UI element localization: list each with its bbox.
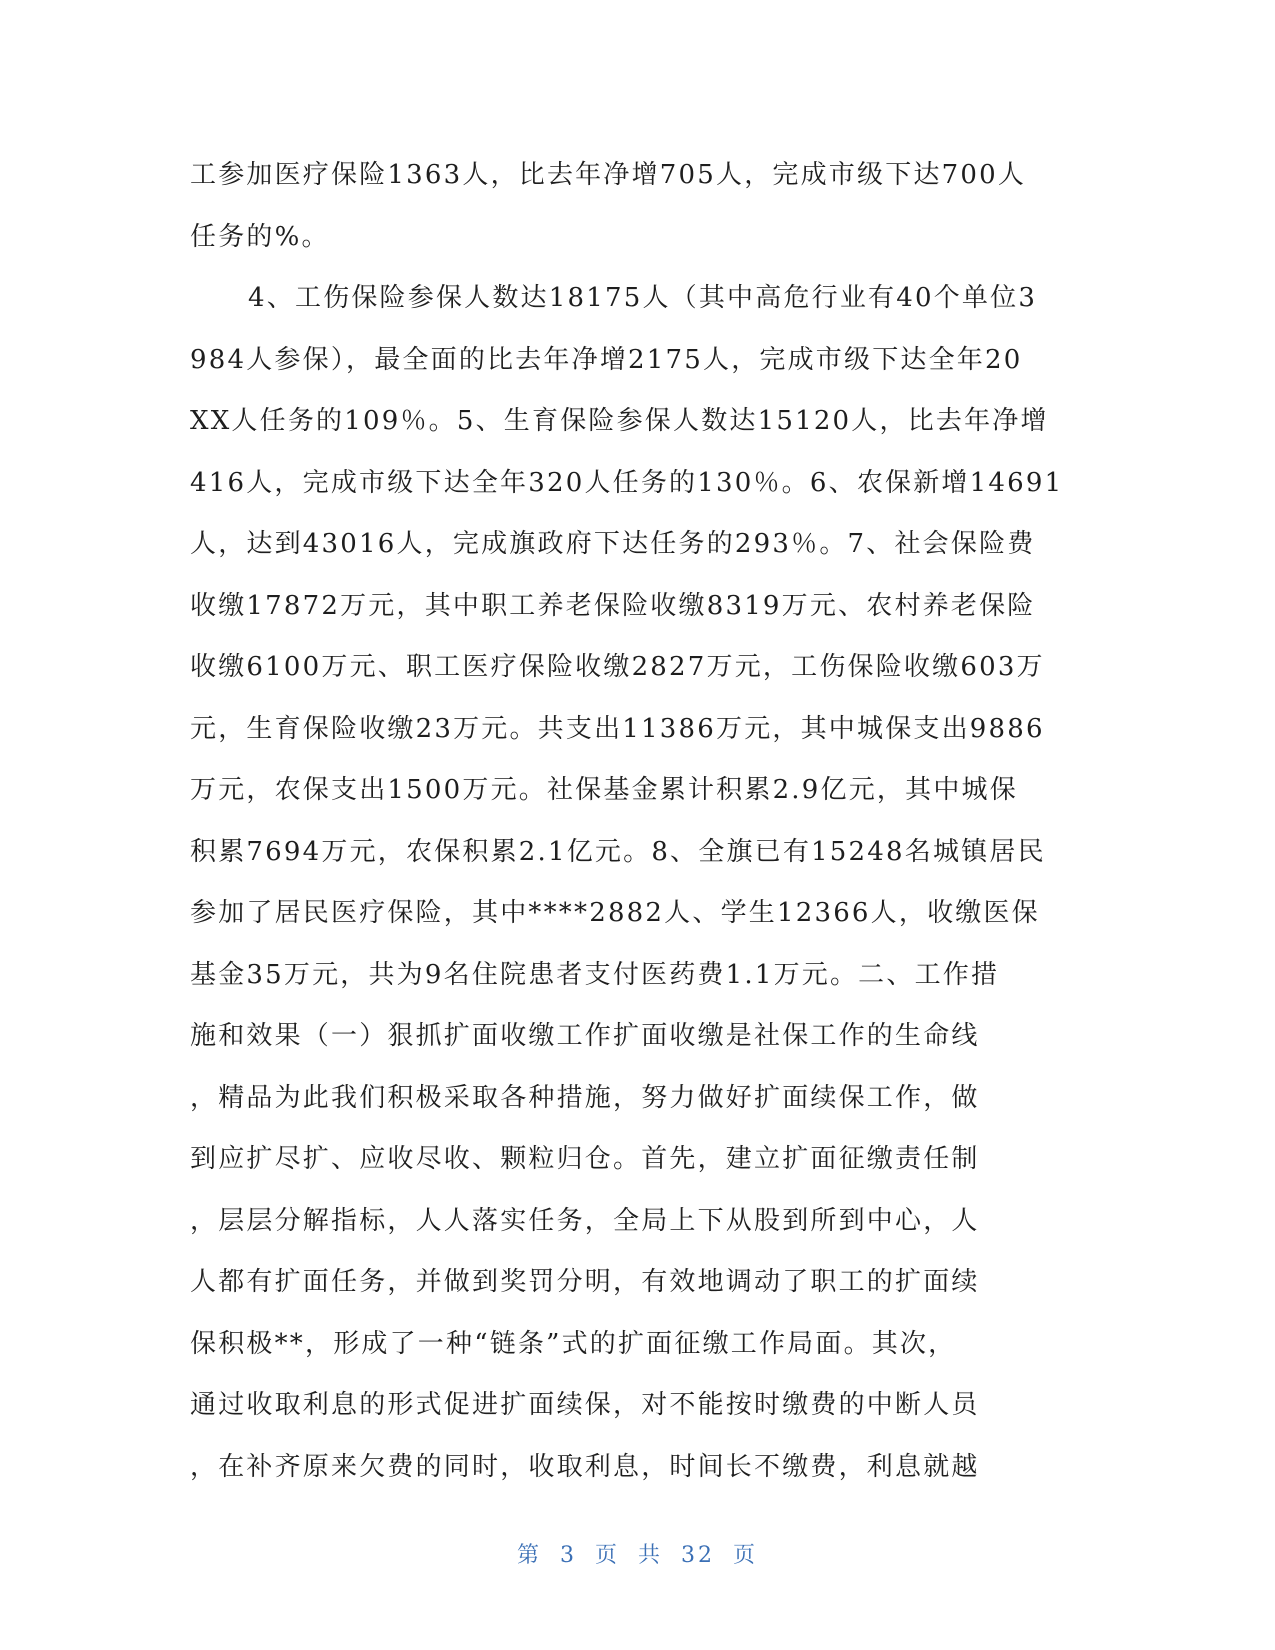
text-line: 保积极**，形成了一种“链条”式的扩面征缴工作局面。其次， <box>190 1328 957 1359</box>
text-line: 人都有扩面任务，并做到奖罚分明，有效地调动了职工的扩面续 <box>190 1267 980 1297</box>
text-line: 4、工伤保险参保人数达18175人（其中高危行业有40个单位3 <box>248 283 1038 313</box>
total-pages-number: 32 <box>681 1543 716 1568</box>
text-line: 万元，农保支出1500万元。社保基金累计积累2.9亿元，其中城保 <box>190 775 1018 805</box>
text-line: 416人，完成市级下达全年320人任务的130％。6、农保新增14691 <box>190 467 1064 498</box>
current-page-number: 3 <box>559 1543 577 1568</box>
text-line: 元，生育保险收缴23万元。共支出11386万元，其中城保支出9886 <box>190 713 1045 744</box>
text-line: 到应扩尽扩、应收尽收、颗粒归仓。首先，建立扩面征缴责任制 <box>190 1144 980 1174</box>
text-line: 任务的%。 <box>190 221 330 252</box>
footer-suffix: 页 <box>733 1543 759 1568</box>
text-line: ，在补齐原来欠费的同时，收取利息，时间长不缴费，利息就越 <box>190 1451 980 1482</box>
text-line: 通过收取利息的形式促进扩面续保，对不能按时缴费的中断人员 <box>190 1390 980 1420</box>
text-line: 984人参保），最全面的比去年净增2175人，完成市级下达全年20 <box>190 344 1023 375</box>
text-line: 基金35万元，共为9名住院患者支付医药费1.1万元。二、工作措 <box>190 959 1000 990</box>
text-line: 收缴6100万元、职工医疗保险收缴2827万元，工伤保险收缴603万 <box>190 652 1045 682</box>
footer-page-word: 页 <box>594 1543 620 1568</box>
text-line: ，层层分解指标，人人落实任务，全局上下从股到所到中心，人 <box>190 1205 980 1236</box>
page-footer <box>0 1538 1275 1569</box>
text-line: 人，达到43016人，完成旗政府下达任务的293％。7、社会保险费 <box>190 529 1036 559</box>
body-text <box>190 145 1090 1498</box>
text-line: 参加了居民医疗保险，其中****2882人、学生12366人，收缴医保 <box>190 898 1040 928</box>
text-line: XX人任务的109％。5、生育保险参保人数达15120人，比去年净增 <box>190 406 1049 436</box>
text-line: 积累7694万元，农保积累2.1亿元。8、全旗已有15248名城镇居民 <box>190 836 1046 867</box>
text-line: 收缴17872万元，其中职工养老保险收缴8319万元、农村养老保险 <box>190 590 1036 621</box>
footer-prefix: 第 <box>516 1543 542 1568</box>
text-line: 施和效果（一）狠抓扩面收缴工作扩面收缴是社保工作的生命线 <box>190 1021 980 1051</box>
text-line: ，精品为此我们积极采取各种措施，努力做好扩面续保工作，做 <box>190 1082 980 1113</box>
text-line: 工参加医疗保险1363人，比去年净增705人，完成市级下达700人 <box>190 160 1027 190</box>
footer-total-prefix: 共 <box>638 1543 664 1568</box>
